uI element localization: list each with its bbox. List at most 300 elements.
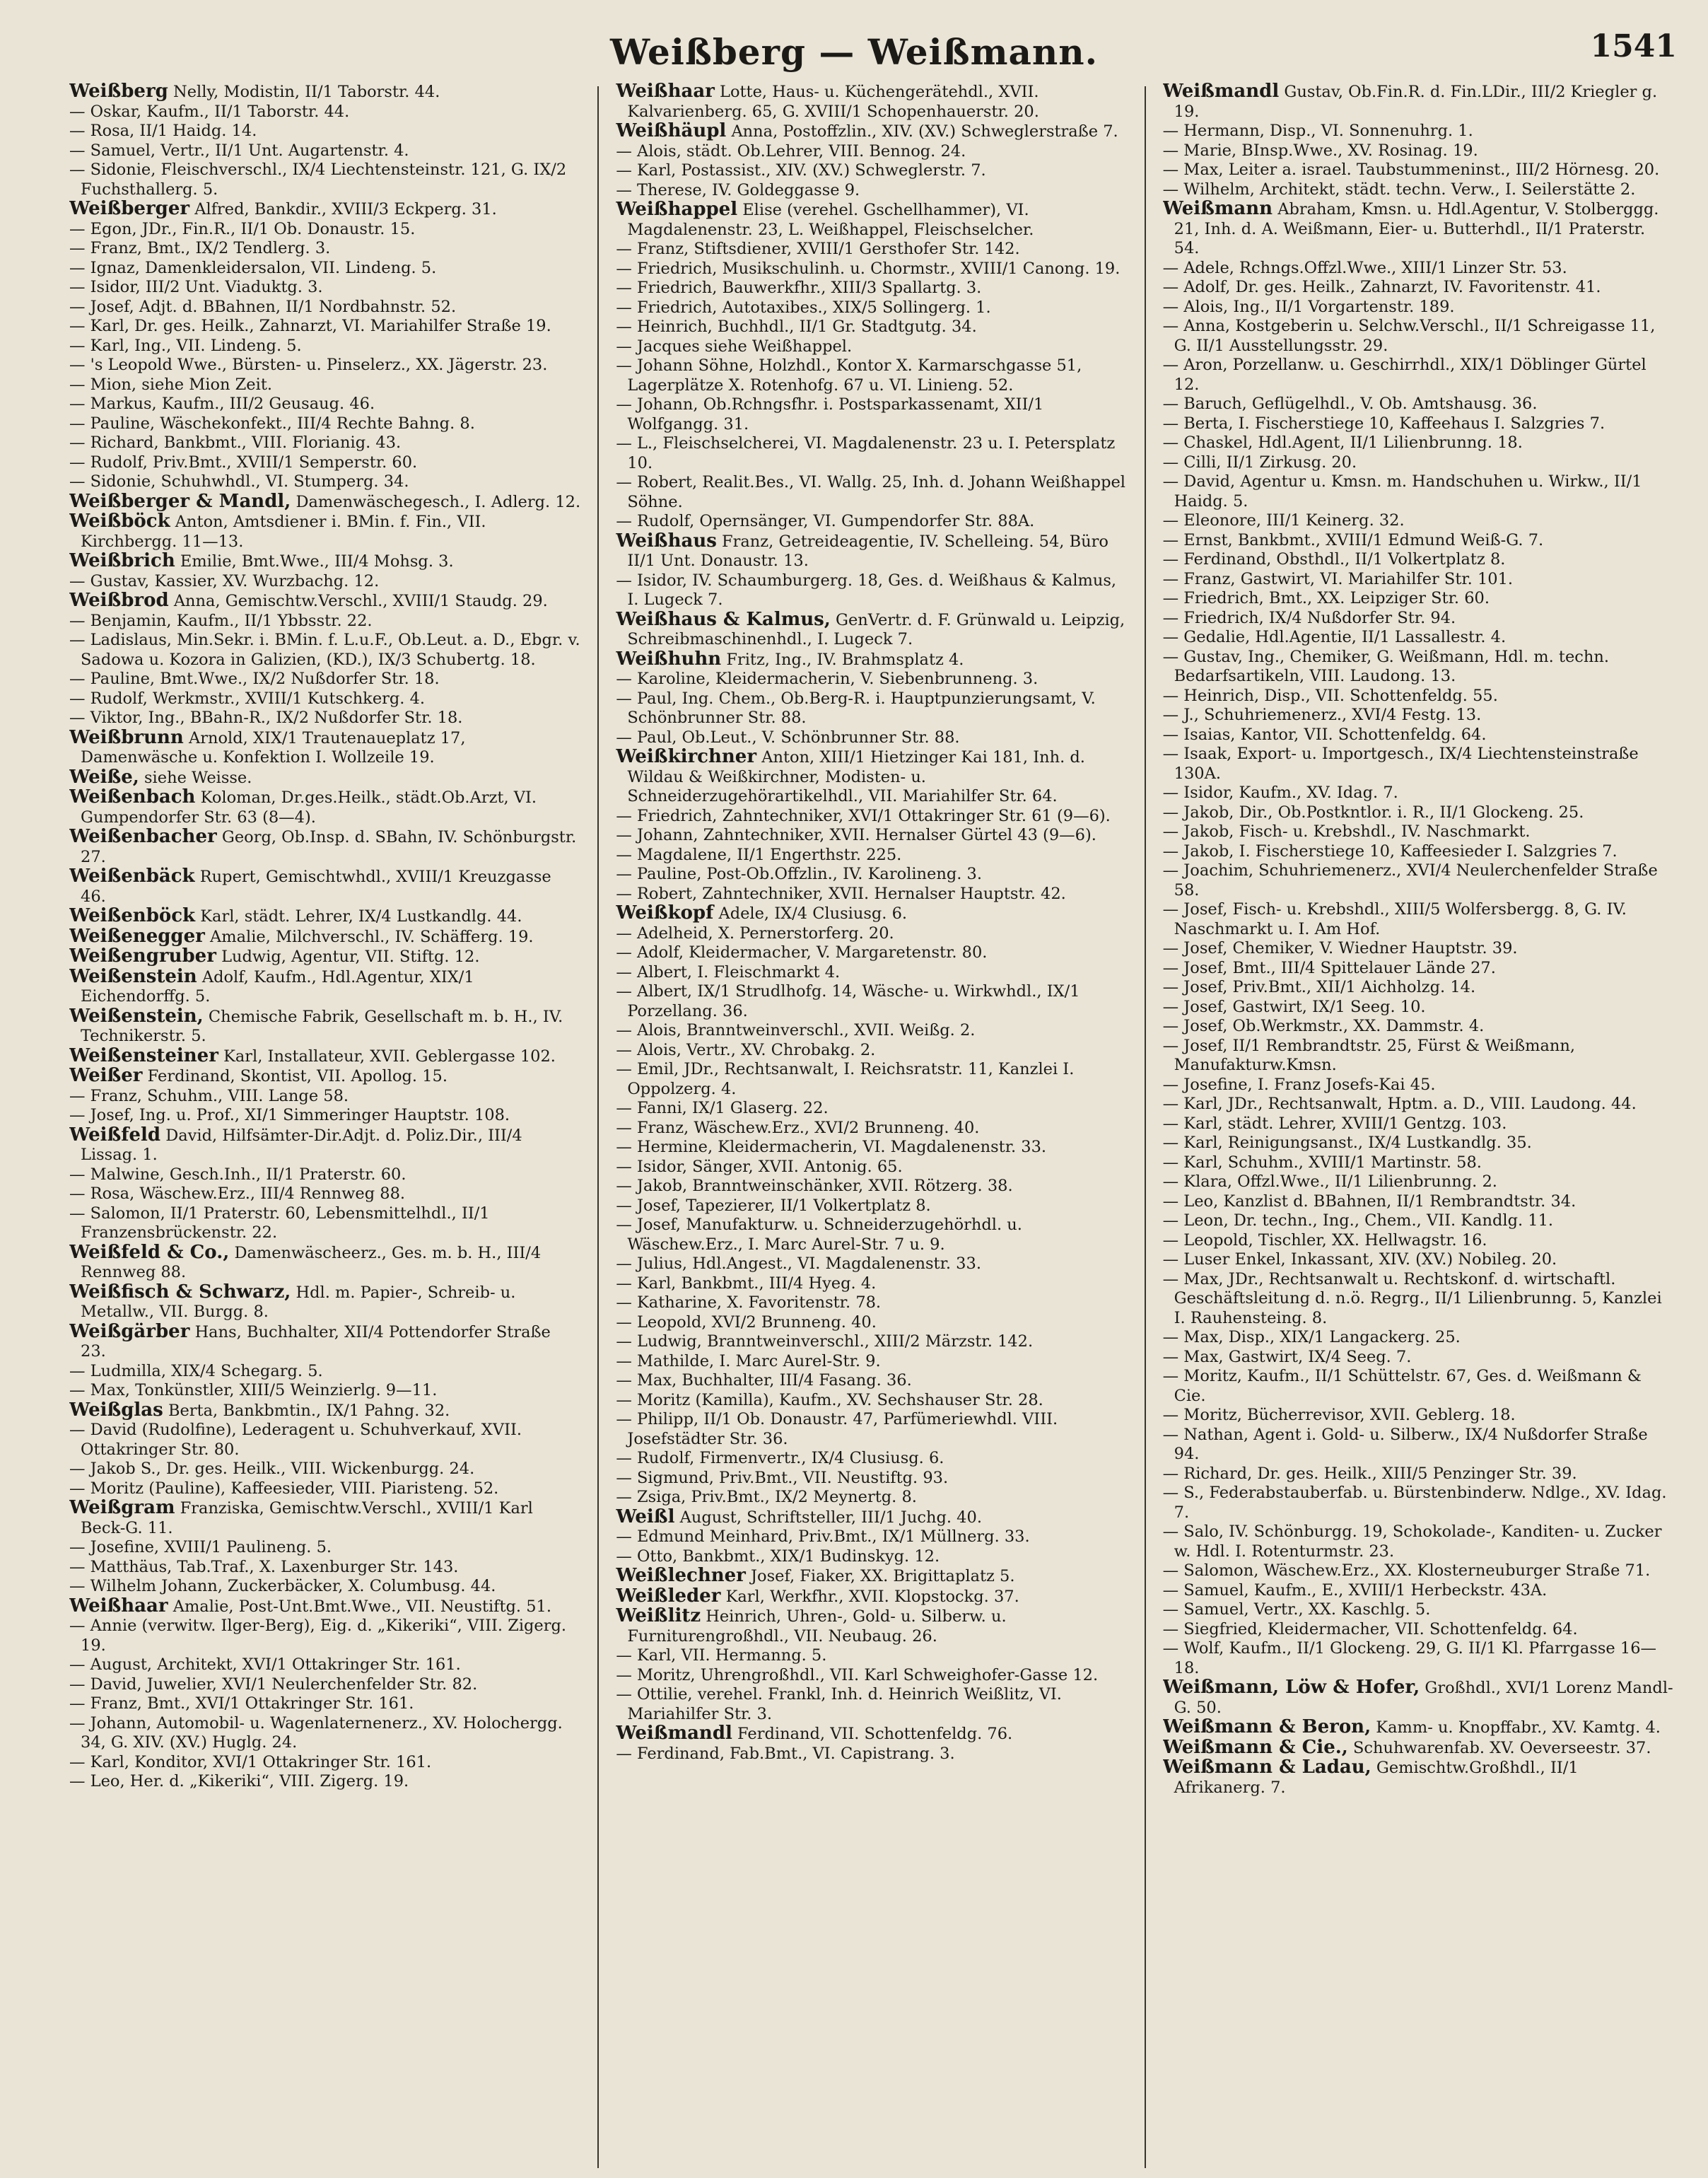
entry-details: — Friedrich, Zahntechniker, XVI/1 Ottakringer Str. 61 (9—6).	[616, 806, 1111, 825]
column-divider	[1145, 86, 1146, 2168]
entry-surname: Weißensteiner	[69, 1044, 218, 1066]
entry-surname: Weißbrod	[69, 590, 169, 611]
directory-entry	[1163, 278, 1674, 298]
directory-entry	[1163, 1211, 1674, 1231]
entry-surname: Weißl	[616, 1506, 675, 1527]
directory-entry	[616, 1177, 1127, 1196]
directory-entry	[1163, 745, 1674, 784]
entry-details: — Karoline, Kleidermacherin, V. Siebenbrunneng. 3.	[616, 670, 1039, 688]
directory-entry	[1163, 1114, 1674, 1134]
entry-details: — Karl, Postassist., XIV. (XV.) Schweglerstr. 7.	[616, 161, 986, 180]
directory-entry	[69, 161, 580, 199]
directory-entry	[69, 728, 580, 768]
entry-details: — Salomon, Wäschew.Erz., XX. Klosterneuburger Straße 71.	[1162, 1561, 1651, 1580]
entry-details: siehe Weisse.	[144, 768, 252, 787]
entry-details: — Annie (verwitw. Ilger-Berg), Eig. d. „Kikeriki“, VIII. Zigerg. 19.	[69, 1617, 567, 1655]
directory-entry	[616, 1469, 1127, 1489]
entry-details: — Josef, Chemiker, V. Wiedner Hauptstr. 39.	[1162, 939, 1518, 957]
entry-surname: Weißer	[69, 1065, 143, 1086]
entry-details: — Jakob, Branntweinschänker, XVII. Rötzerg. 38.	[616, 1177, 1013, 1195]
page-number: 1541	[1590, 28, 1677, 64]
entry-details: — Matthäus, Tab.Trаf., X. Laxenburger Str. 143.	[69, 1557, 459, 1576]
entry-details: — S., Federabstauberfab. u. Bürstenbinderw. Ndlge., XV. Idag. 7.	[1162, 1484, 1667, 1522]
entry-details: — Isidor, Sänger, XVII. Antonig. 65.	[616, 1157, 903, 1176]
entry-details: — Josef, Adjt. d. BBahnen, II/1 Nordbahnstr. 52.	[69, 297, 457, 316]
directory-entry	[69, 141, 580, 161]
entry-surname: Weißenstein,	[69, 1005, 204, 1027]
directory-entry	[69, 82, 580, 103]
entry-details: — Sidonie, Fleischverschl., IX/4 Liechtensteinstr. 121, G. IX/2 Fuchsthallerg. 5.	[69, 161, 567, 199]
entry-details: Ludwig, Agentur, VII. Stiftg. 12.	[221, 948, 480, 966]
directory-entry	[69, 1165, 580, 1185]
directory-entry	[616, 318, 1127, 337]
directory-entry	[1163, 1639, 1674, 1678]
directory-entry	[616, 1666, 1127, 1686]
directory-entry	[616, 807, 1127, 827]
entry-details: — Gustav, Ing., Chemiker, G. Weißmann, Hdl. m. techn. Bedarfsartikeln, VIII. Laudong. 13.	[1162, 647, 1610, 685]
entry-details: — Marie, BInsp.Wwe., XV. Rosinag. 19.	[1162, 141, 1478, 160]
entry-surname: Weißleder	[616, 1585, 721, 1607]
directory-entry	[69, 827, 580, 867]
directory-entry	[616, 532, 1127, 571]
entry-surname: Weißhappel	[616, 199, 738, 220]
entry-details: — Robert, Realit.Bes., VI. Wallg. 25, Inh. d. Johann Weißhappel Söhne.	[616, 473, 1125, 511]
entry-details: — Berta, I. Fischerstiege 10, Kaffeehaus I. Salzgries 7.	[1162, 414, 1605, 433]
directory-entry	[1163, 900, 1674, 939]
entry-details: — Paul, Ob.Leut., V. Schönbrunner Str. 88.	[616, 728, 960, 747]
entry-details: Damenwäschegesch., I. Adlerg. 12.	[296, 492, 581, 511]
directory-entry	[69, 612, 580, 631]
directory-entry	[69, 472, 580, 492]
entry-details: — Johann, Zahntechniker, XVII. Hernalser Gürtel 43 (9—6).	[616, 826, 1096, 844]
entry-details: — Rudolf, Opernsänger, VI. Gumpendorfer Str. 88A.	[616, 512, 1035, 530]
directory-entry	[69, 1772, 580, 1792]
directory-entry	[69, 1066, 580, 1087]
entry-details: — Klara, Offzl.Wwe., II/1 Lilienbrunng. 2.	[1162, 1172, 1497, 1191]
entry-details: — Hermann, Disp., VI. Sonnenuhrg. 1.	[1162, 122, 1473, 140]
entry-details: — Karl, Ing., VII. Lindeng. 5.	[69, 336, 302, 355]
entry-details: Lotte, Haus- u. Küchengerätehdl., XVII. Kalvarienberg. 65, G. XVIII/1 Schopenhauerstr. 20.	[627, 83, 1039, 121]
entry-details: David, Hilfsämter-Dir.Adjt. d. Poliz.Dir., III/4 Lissag. 1.	[81, 1126, 522, 1164]
entry-details: — Siegfried, Kleidermacher, VII. Schottenfeldg. 64.	[1162, 1619, 1578, 1638]
entry-surname: Weißlitz	[616, 1605, 701, 1626]
entry-details: Arnold, XIX/1 Trautenaueplatz 17, Damenwäsche u. Konfektion I. Wollzeile 19.	[81, 728, 466, 767]
entry-details: — David (Rudolfine), Lederagent u. Schuhverkauf, XVII. Ottakringer Str. 80.	[69, 1421, 522, 1459]
entry-surname: Weißgram	[69, 1497, 175, 1518]
entry-details: — Ludwig, Branntweinverschl., XIII/2 Märzstr. 142.	[616, 1332, 1034, 1351]
directory-entry	[616, 1371, 1127, 1391]
entry-details: — Wilhelm Johann, Zuckerbäcker, X. Columbusg. 44.	[69, 1577, 496, 1595]
directory-entry	[616, 473, 1127, 512]
directory-entry	[616, 1352, 1127, 1372]
entry-details: — Rudolf, Werkmstr., XVIII/1 Kutschkerg. 4.	[69, 689, 426, 708]
directory-entry	[69, 1498, 580, 1538]
directory-entry	[616, 1685, 1127, 1724]
directory-entry	[1163, 433, 1674, 453]
entry-details: — Nathan, Agent i. Gold- u. Silberw., IX/4 Nußdorfer Straße 94.	[1162, 1425, 1648, 1463]
column-divider	[597, 86, 599, 2168]
directory-entry	[1163, 141, 1674, 161]
directory-entry	[616, 1313, 1127, 1333]
entry-details: — Max, Tonkünstler, XIII/5 Weinzierlg. 9—11.	[69, 1381, 438, 1399]
entry-details: — Josef, Tapezierer, II/1 Volkertplatz 8.	[616, 1196, 931, 1215]
directory-entry	[69, 1655, 580, 1675]
directory-entry	[1163, 1231, 1674, 1251]
entry-details: — Malwine, Gesch.Inh., II/1 Praterstr. 60.	[69, 1165, 406, 1184]
entry-details: — Magdalene, II/1 Engerthstr. 225.	[616, 845, 902, 864]
entry-details: — Moritz, Kaufm., II/1 Schüttelstr. 67, Ges. d. Weißmann & Cie.	[1162, 1367, 1642, 1405]
directory-entry	[1163, 726, 1674, 745]
entry-details: Amalie, Milchverschl., IV. Schäfferg. 19.	[210, 927, 534, 946]
entry-details: — Karl, VII. Hermanng. 5.	[616, 1646, 827, 1665]
entry-surname: Weiße,	[69, 766, 139, 788]
entry-details: — Max, Leiter a. israel. Taubstummeninst., III/2 Hörnesg. 20.	[1162, 161, 1660, 179]
entry-details: — Moritz (Pauline), Kaffeesieder, VIII. Piaristeng. 52.	[69, 1479, 499, 1498]
entry-details: Koloman, Dr.ges.Heilk., städt.Ob.Arzt, VI. Gumpendorfer Str. 63 (8—4).	[81, 788, 537, 827]
entry-details: — Moritz (Kamilla), Kaufm., XV. Sechshauser Str. 28.	[616, 1390, 1043, 1409]
entry-details: August, Schriftsteller, III/1 Juchg. 40.	[679, 1508, 982, 1527]
directory-entry	[616, 1724, 1127, 1745]
entry-details: — Adele, Rchngs.Offzl.Wwe., XIII/1 Linzer Str. 53.	[1162, 258, 1567, 277]
entry-details: — Max, JDr., Rechtsanwalt u. Rechtskonf. d. wirtschaftl. Geschäftsleitung d. n.ö. Regrg., II/1 Lilienbrunng. 5, Kanzlei I. Rauhensteing. 8.	[1162, 1269, 1662, 1327]
directory-entry	[1163, 531, 1674, 551]
directory-entry	[69, 947, 580, 967]
directory-column-2	[616, 82, 1127, 2168]
entry-details: — Therese, IV. Goldeggasse 9.	[616, 180, 860, 199]
entry-details: Hdl. m. Papier-, Schreib- u. Metallw., VII. Burgg. 8.	[81, 1283, 516, 1321]
directory-entry	[1163, 1017, 1674, 1037]
directory-entry	[1163, 1367, 1674, 1406]
directory-entry	[69, 103, 580, 122]
entry-details: — Eleonore, III/1 Keinerg. 32.	[1162, 511, 1405, 530]
entry-details: — Wolf, Kaufm., II/1 Glockeng. 29, G. II/1 Kl. Pfarrgasse 16—18.	[1162, 1639, 1657, 1677]
entry-details: — L., Fleischselcherei, VI. Magdalenenstr. 23 u. I. Petersplatz 10.	[616, 434, 1116, 472]
directory-entry	[1163, 453, 1674, 473]
directory-entry	[69, 1558, 580, 1578]
directory-entry	[69, 1401, 580, 1421]
directory-entry	[616, 1021, 1127, 1041]
directory-entry	[616, 1449, 1127, 1469]
directory-entry	[616, 1216, 1127, 1254]
entry-surname: Weißhaus	[616, 530, 717, 552]
entry-details: — Friedrich, Bauwerkfhr., XIII/3 Spallartg. 3.	[616, 279, 982, 297]
directory-entry	[616, 161, 1127, 181]
entry-details: — Heinrich, Disp., VII. Schottenfeldg. 55.	[1162, 686, 1498, 705]
directory-entry	[1163, 861, 1674, 900]
directory-entry	[69, 122, 580, 141]
entry-details: — Julius, Hdl.Angest., VI. Magdalenenstr. 33.	[616, 1254, 981, 1273]
entry-details: — Alois, Vertr., XV. Chrobakg. 2.	[616, 1040, 876, 1059]
entry-details: — Albert, IX/1 Strudlhofg. 14, Wäsche- u. Wirkwhdl., IX/1 Porzellang. 36.	[616, 982, 1080, 1020]
entry-surname: Weißmandl	[1162, 82, 1280, 102]
directory-entry	[69, 356, 580, 375]
directory-entry	[616, 200, 1127, 240]
entry-details: — Ferdinand, Obsthdl., II/1 Volkertplatz 8.	[1162, 550, 1506, 569]
entry-details: Adele, IX/4 Clusiusg. 6.	[718, 904, 908, 923]
entry-details: — Pauline, Post-Ob.Offzlin., IV. Karolineng. 3.	[616, 865, 982, 883]
directory-entry	[1163, 1037, 1674, 1076]
directory-entry	[1163, 1270, 1674, 1329]
directory-entry	[1163, 298, 1674, 318]
directory-entry	[69, 1753, 580, 1773]
directory-entry	[616, 1332, 1127, 1352]
entry-surname: Weißfeld & Co.,	[69, 1241, 230, 1263]
entry-surname: Weißberg	[69, 82, 168, 102]
entry-details: — Ladislaus, Min.Sekr. i. BMin. f. L.u.F., Ob.Leut. a. D., Ebgr. v. Sadowa u. Kozora in Galizien, (KD.), IX/3 Schubertg. 18.	[69, 631, 580, 669]
entry-details: — Markus, Kaufm., III/2 Geusaug. 46.	[69, 395, 375, 413]
directory-entry	[69, 689, 580, 709]
directory-entry	[1163, 609, 1674, 629]
directory-entry	[616, 142, 1127, 162]
directory-entry	[1163, 356, 1674, 395]
entry-details: — Max, Disp., XIX/1 Langackerg. 25.	[1162, 1328, 1461, 1346]
entry-details: — Jakob S., Dr. ges. Heilk., VIII. Wickenburgg. 24.	[69, 1460, 475, 1478]
directory-entry	[616, 571, 1127, 610]
directory-entry	[1163, 1328, 1674, 1348]
entry-details: — Samuel, Vertr., II/1 Unt. Augartenstr. 4.	[69, 141, 409, 160]
entry-surname: Weißmann & Ladau,	[1162, 1757, 1371, 1778]
directory-entry	[69, 199, 580, 220]
directory-entry	[1163, 589, 1674, 609]
entry-details: — Karl, Schuhm., XVIII/1 Martinstr. 58.	[1162, 1153, 1482, 1172]
directory-entry	[616, 1508, 1127, 1528]
entry-details: — Sidonie, Schuhwhdl., VI. Stumperg. 34.	[69, 472, 409, 491]
directory-entry	[1163, 199, 1674, 259]
entry-details: — Jakob, Dir., Ob.Postkntlor. i. R., II/1 Glockeng. 25.	[1162, 803, 1584, 822]
directory-entry	[1163, 687, 1674, 706]
entry-details: — David, Juwelier, XVI/1 Neulerchenfelder Str. 82.	[69, 1675, 478, 1694]
entry-details: — Benjamin, Kaufm., II/1 Ybbsstr. 22.	[69, 611, 373, 630]
entry-details: — Samuel, Kaufm., E., XVIII/1 Herbeckstr. 43A.	[1162, 1580, 1548, 1600]
entry-details: Anna, Postoffzlin., XIV. (XV.) Schweglerstraße 7.	[731, 122, 1118, 141]
entry-details: — Leo, Her. d. „Kikeriki“, VIII. Zigerg. 19.	[69, 1772, 409, 1790]
entry-details: — Max, Buchhalter, III/4 Fasang. 36.	[616, 1371, 912, 1390]
entry-details: — Sigmund, Priv.Bmt., VII. Neustiftg. 93.	[616, 1468, 949, 1487]
entry-details: Heinrich, Uhren-, Gold- u. Silberw. u. Furniturengroßhdl., VII. Neubaug. 26.	[627, 1607, 1007, 1646]
directory-entry	[1163, 959, 1674, 979]
entry-details: Schuhwarenfab. XV. Oeverseestr. 37.	[1353, 1738, 1651, 1757]
directory-entry	[69, 453, 580, 473]
entry-details: — Luser Enkel, Inkassant, XIV. (XV.) Nobileg. 20.	[1162, 1250, 1557, 1269]
entry-details: — Friedrich, IX/4 Nußdorfer Str. 94.	[1162, 608, 1456, 627]
entry-details: — Pauline, Wäschekonfekt., III/4 Rechte Bahng. 8.	[69, 414, 475, 433]
directory-entry	[69, 239, 580, 259]
entry-details: — Josef, Gastwirt, IX/1 Seeg. 10.	[1162, 997, 1426, 1016]
entry-details: — Baruch, Geflügelhdl., V. Ob. Amtshausg. 36.	[1162, 395, 1538, 413]
entry-surname: Weißmann, Löw & Hofer,	[1162, 1677, 1420, 1698]
directory-entry	[1163, 122, 1674, 141]
directory-entry	[69, 1597, 580, 1617]
entry-surname: Weißmann & Cie.,	[1162, 1736, 1348, 1758]
entry-details: — Leon, Dr. techn., Ing., Chem., VII. Kandlg. 11.	[1162, 1211, 1554, 1230]
directory-entry	[616, 1196, 1127, 1216]
entry-details: — Adolf, Dr. ges. Heilk., Zahnarzt, IV. Favoritenstr. 41.	[1162, 278, 1601, 296]
entry-details: Georg, Ob.Insp. d. SBahn, IV. Schönburgstr. 27.	[81, 828, 577, 866]
directory-entry	[1163, 1718, 1674, 1738]
directory-entry	[616, 1391, 1127, 1411]
entry-details: Gemischtw.Großhdl., II/1 Afrikanerg. 7.	[1174, 1759, 1579, 1797]
entry-surname: Weißhaus & Kalmus,	[616, 608, 831, 630]
entry-surname: Weißfisch & Schwarz,	[69, 1281, 291, 1303]
directory-entry	[616, 434, 1127, 473]
directory-entry	[1163, 570, 1674, 590]
entry-details: — Oskar, Kaufm., II/1 Taborstr. 44.	[69, 102, 350, 121]
entry-details: — Josef, Fisch- u. Krebshdl., XIII/5 Wolfersbergg. 8, G. IV. Naschmarkt u. I. Am Hof.	[1162, 900, 1627, 938]
entry-details: — Isidor, Kaufm., XV. Idag. 7.	[1162, 784, 1398, 802]
directory-entry	[616, 904, 1127, 924]
entry-details: — Max, Gastwirt, IX/4 Seeg. 7.	[1162, 1347, 1412, 1366]
directory-entry	[616, 356, 1127, 395]
entry-details: — Franz, Stiftsdiener, XVIII/1 Gersthofer Str. 142.	[616, 240, 1020, 258]
directory-entry	[1163, 842, 1674, 862]
entry-surname: Weißbrunn	[69, 726, 184, 748]
entry-surname: Weißhuhn	[616, 648, 722, 670]
entry-details: — Leo, Kanzlist d. BBahnen, II/1 Rembrandtstr. 34.	[1162, 1192, 1577, 1211]
entry-details: — Isidor, III/2 Unt. Viaduktg. 3.	[69, 278, 323, 296]
directory-entry	[1163, 1484, 1674, 1522]
entry-details: — Gedalie, Hdl.Agentie, II/1 Lassallestr. 4.	[1162, 628, 1507, 646]
directory-entry	[1163, 706, 1674, 726]
entry-details: — Richard, Bankbmt., VIII. Florianig. 43.	[69, 433, 402, 452]
entry-surname: Weißglas	[69, 1399, 163, 1421]
entry-details: Josef, Fiaker, XX. Brigittaplatz 5.	[751, 1567, 1015, 1585]
directory-entry	[1163, 82, 1674, 122]
directory-entry	[616, 298, 1127, 318]
directory-entry	[616, 1274, 1127, 1294]
entry-surname: Weißmann & Beron,	[1162, 1716, 1371, 1737]
entry-details: — Alois, Ing., II/1 Vorgartenstr. 189.	[1162, 297, 1455, 316]
directory-entry	[69, 1087, 580, 1107]
directory-entry	[69, 709, 580, 728]
directory-entry	[1163, 161, 1674, 180]
entry-details: Gustav, Ob.Fin.R. d. Fin.LDir., III/2 Kriegler g. 19.	[1174, 83, 1658, 121]
directory-entry	[69, 1421, 580, 1460]
entry-details: — Ludmilla, XIX/4 Schegarg. 5.	[69, 1361, 323, 1380]
entry-details: — Rosa, II/1 Haidg. 14.	[69, 122, 257, 140]
entry-details: — J., Schuhriemenerz., XVI/4 Festg. 13.	[1162, 706, 1482, 724]
entry-details: — Franz, Gastwirt, VI. Mariahilfer Str. 101.	[1162, 569, 1514, 588]
entry-details: — Josef, Manufakturw. u. Schneiderzugehörhdl. u. Wäschew.Erz., I. Marc Aurel-Str. 7 u. 9.	[616, 1216, 1022, 1254]
directory-entry	[616, 1138, 1127, 1158]
entry-details: Adolf, Kaufm., Hdl.Agentur, XIX/1 Eichendorffg. 5.	[81, 967, 474, 1006]
directory-entry	[69, 907, 580, 927]
entry-details: — Karl, Dr. ges. Heilk., Zahnarzt, VI. Mariahilfer Straße 19.	[69, 317, 551, 335]
entry-details: — Joachim, Schuhriemenerz., XVI/4 Neulerchenfelder Straße 58.	[1162, 861, 1658, 899]
directory-entry	[1163, 1134, 1674, 1153]
entry-details: — Jakob, Fisch- u. Krebshdl., IV. Naschmarkt.	[1162, 822, 1531, 841]
entry-details: Emilie, Bmt.Wwe., III/4 Mohsg. 3.	[180, 552, 454, 571]
entry-surname: Weißbrich	[69, 550, 175, 571]
entry-details: — Emil, JDr., Rechtsanwalt, I. Reichsratstr. 11, Kanzlei I. Oppolzerg. 4.	[616, 1060, 1075, 1098]
directory-entry	[69, 512, 580, 552]
directory-entry	[616, 512, 1127, 532]
entry-details: Karl, städt. Lehrer, IX/4 Lustkandlg. 44.	[200, 907, 522, 926]
entry-details: — Johann Söhne, Holzhdl., Kontor X. Karmarschgasse 51, Lagerplätze X. Rotenhofg. 67 u. VI. Linieng. 52.	[616, 356, 1082, 395]
directory-entry	[69, 631, 580, 670]
entry-surname: Weißmandl	[616, 1723, 732, 1744]
directory-entry	[1163, 998, 1674, 1018]
entry-details: — Richard, Dr. ges. Heilk., XIII/5 Penzinger Str. 39.	[1162, 1464, 1577, 1483]
directory-entry	[69, 1381, 580, 1401]
directory-column-1	[69, 82, 580, 2168]
directory-entry	[1163, 511, 1674, 531]
entry-details: Franziska, Gemischtw.Verschl., XVIII/1 Karl Beck-G. 11.	[81, 1499, 533, 1537]
directory-entry	[69, 1283, 580, 1322]
directory-entry	[69, 591, 580, 612]
entry-surname: Weißengruber	[69, 945, 216, 967]
entry-details: — Franz, Bmt., XVI/1 Ottakringer Str. 161.	[69, 1694, 414, 1713]
directory-entry	[69, 1126, 580, 1165]
directory-entry	[69, 1243, 580, 1283]
directory-entry	[616, 181, 1127, 201]
directory-entry	[1163, 1738, 1674, 1759]
entry-details: — Heinrich, Buchhdl., II/1 Gr. Stadtgutg. 34.	[616, 318, 977, 336]
entry-details: Karl, Werkfhr., XVII. Klopstockg. 37.	[725, 1587, 1019, 1606]
entry-details: — Mathilde, I. Marc Aurel-Str. 9.	[616, 1351, 881, 1370]
entry-surname: Weißenstein	[69, 965, 197, 987]
directory-entry	[69, 414, 580, 434]
entry-details: — Karl, städt. Lehrer, XVIII/1 Gentzg. 103.	[1162, 1114, 1507, 1133]
entry-details: Abraham, Kmsn. u. Hdl.Agentur, V. Stolberggg. 21, Inh. d. A. Weißmann, Eier- u. Butterhdl., II/1 Praterstr. 54.	[1174, 200, 1659, 257]
entry-details: — Salo, IV. Schönburgg. 19, Schokolade-, Kanditen- u. Zucker w. Hdl. I. Rotenturmstr. 23.	[1162, 1522, 1662, 1561]
entry-details: — Rudolf, Priv.Bmt., XVIII/1 Semperstr. 60.	[69, 453, 418, 472]
directory-entry	[1163, 1076, 1674, 1095]
entry-details: Kamm- u. Knopffabr., XV. Kamtg. 4.	[1376, 1718, 1661, 1737]
entry-details: — Aron, Porzellanw. u. Geschirrhdl., XIX/1 Döblinger Gürtel 12.	[1162, 356, 1646, 394]
directory-entry	[1163, 395, 1674, 414]
entry-details: — Isidor, IV. Schaumburgerg. 18, Ges. d. Weißhaus & Kalmus, I. Lugeck 7.	[616, 571, 1117, 609]
directory-entry	[616, 689, 1127, 728]
entry-details: — Josef, Ing. u. Prof., XI/1 Simmeringer Hauptstr. 108.	[69, 1106, 510, 1124]
entry-surname: Weißkirchner	[616, 746, 757, 767]
directory-entry	[616, 1587, 1127, 1607]
entry-details: — Karl, Reinigungsanst., IX/4 Lustkandlg. 35.	[1162, 1134, 1532, 1152]
directory-entry	[616, 1293, 1127, 1313]
directory-entry	[1163, 317, 1674, 356]
entry-details: — Josef, Ob.Werkmstr., XX. Dammstr. 4.	[1162, 1017, 1485, 1035]
directory-entry	[1163, 628, 1674, 648]
entry-surname: Weißhäupl	[616, 120, 727, 141]
page-title: Weißberg — Weißmann.	[609, 31, 1099, 73]
directory-entry	[69, 867, 580, 907]
directory-entry	[1163, 648, 1674, 687]
directory-entry	[69, 1184, 580, 1204]
entry-details: Ferdinand, Skontist, VII. Apollog. 15.	[147, 1067, 448, 1085]
directory-entry	[69, 670, 580, 689]
entry-details: Ferdinand, VII. Schottenfeldg. 76.	[737, 1725, 1013, 1743]
entry-details: — Robert, Zahntechniker, XVII. Hernalser Hauptstr. 42.	[616, 884, 1066, 903]
directory-entry	[616, 826, 1127, 846]
directory-entry	[69, 375, 580, 395]
entry-details: Anton, Amtsdiener i. BMin. f. Fin., VII. Kirchbergg. 11—13.	[81, 513, 486, 551]
entry-details: — Franz, Wäschew.Erz., XVI/2 Brunneng. 40.	[616, 1118, 980, 1137]
entry-details: — David, Agentur u. Kmsn. m. Handschuhen u. Wirkw., II/1 Haidg. 5.	[1162, 472, 1642, 511]
entry-details: — Josef, II/1 Rembrandtstr. 25, Fürst & Weißmann, Manufakturw.Kmsn.	[1162, 1036, 1576, 1074]
directory-entry	[1163, 1426, 1674, 1464]
entry-details: — Philipp, II/1 Ob. Donaustr. 47, Parfümeriewhdl. VIII. Josefstädter Str. 36.	[616, 1410, 1058, 1448]
directory-entry	[69, 768, 580, 788]
entry-surname: Weißberger	[69, 198, 190, 219]
directory-entry	[1163, 1561, 1674, 1581]
directory-entry	[69, 278, 580, 298]
entry-details: — Otto, Bankbmt., XIX/1 Budinskyg. 12.	[616, 1547, 940, 1566]
entry-details: — Wilhelm, Architekt, städt. techn. Verw., I. Seilerstätte 2.	[1162, 180, 1636, 199]
entry-details: — Egon, JDr., Fin.R., II/1 Ob. Donaustr. 15.	[69, 219, 416, 238]
directory-entry	[616, 122, 1127, 142]
directory-entry	[616, 1254, 1127, 1274]
directory-entry	[1163, 1095, 1674, 1114]
entry-details: — Franz, Bmt., IX/2 Tendlerg. 3.	[69, 239, 331, 257]
